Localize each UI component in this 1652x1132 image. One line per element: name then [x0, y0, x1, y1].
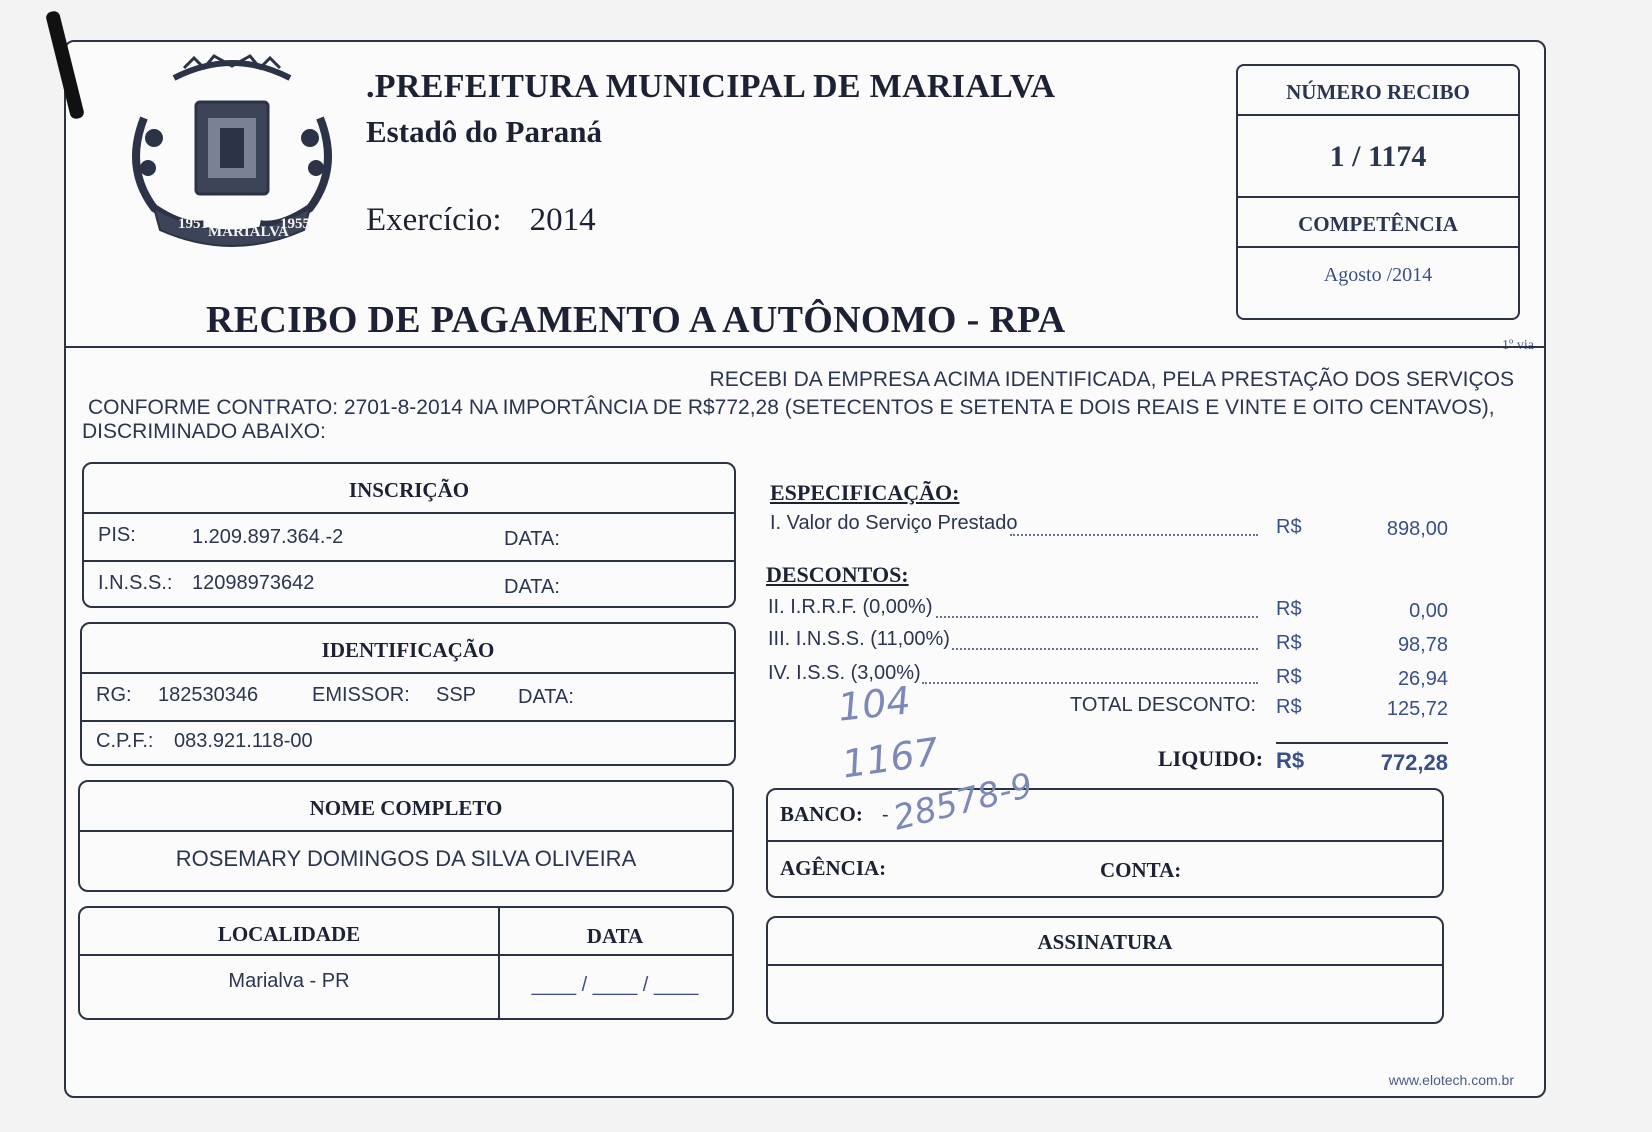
statement-line-3: DISCRIMINADO ABAIXO: — [82, 420, 326, 443]
assinatura-title: ASSINATURA — [1037, 930, 1173, 954]
servico-label: I. Valor do Serviço Prestado — [770, 512, 1018, 534]
irrf-value: 0,00 — [1409, 600, 1448, 622]
inss-date-label: DATA: — [504, 576, 560, 598]
inss-desc-label: III. I.N.S.S. (11,00%) — [768, 628, 950, 650]
emissor-label: EMISSOR: — [312, 684, 410, 706]
iss-value: 26,94 — [1397, 668, 1448, 690]
identificacao-box — [80, 622, 736, 766]
exercicio-line — [366, 202, 596, 239]
total-desconto-currency: R$ — [1276, 696, 1302, 718]
total-desconto-value: 125,72 — [1386, 698, 1448, 720]
iss-label: IV. I.S.S. (3,00%) — [768, 662, 921, 684]
seal-name: MARIALVA — [208, 224, 289, 240]
seal-year-right: 1955 — [280, 216, 310, 232]
especificacao-title: ESPECIFICAÇÃO: — [770, 480, 960, 505]
competencia-value: Agosto /2014 — [1323, 264, 1433, 286]
inss-value: 12098973642 — [192, 572, 315, 594]
document-title: RECIBO DE PAGAMENTO A AUTÔNOMO - RPA — [206, 299, 1066, 341]
inss-desc-currency: R$ — [1276, 632, 1302, 654]
receipt-number-value: 1 / 1174 — [1329, 140, 1427, 173]
inss-label: I.N.S.S.: — [98, 572, 173, 594]
irrf-currency: R$ — [1276, 598, 1302, 620]
pis-value: 1.209.897.364.-2 — [192, 526, 344, 548]
banco-value: - — [882, 804, 889, 826]
rg-value: 182530346 — [158, 684, 259, 706]
localidade-value: Marialva - PR — [228, 970, 350, 992]
liquido-label: LIQUIDO: — [1158, 746, 1264, 771]
rg-label: RG: — [96, 684, 132, 706]
localidade-box — [78, 906, 734, 1020]
handwritten-note-3: 28578-9 — [889, 765, 1037, 839]
liquido-currency: R$ — [1276, 748, 1305, 773]
inscricao-title: INSCRIÇÃO — [348, 478, 470, 502]
handwritten-note-2: 1167 — [839, 729, 942, 787]
receipt-number-box — [1236, 64, 1520, 320]
receipt-sheet — [64, 40, 1546, 1098]
localidade-title: LOCALIDADE — [217, 922, 361, 946]
data-title: DATA — [586, 924, 644, 948]
inss-desc-value: 98,78 — [1397, 634, 1448, 656]
pis-date-label: DATA: — [504, 528, 560, 550]
state-subtitle: Estadô do Paraná — [366, 114, 602, 149]
identificacao-title: IDENTIFICAÇÃO — [321, 638, 495, 662]
nome-completo-title: NOME COMPLETO — [309, 796, 503, 820]
inscricao-box — [82, 462, 736, 608]
liquido-value: 772,28 — [1380, 750, 1448, 775]
coat-of-arms-seal — [114, 48, 350, 258]
nome-completo-value: ROSEMARY DOMINGOS DA SILVA OLIVEIRA — [175, 846, 637, 871]
statement-line-1: RECEBI DA EMPRESA ACIMA IDENTIFICADA, PELA PRESTAÇÃO DOS SERVIÇOS — [709, 368, 1514, 391]
iss-currency: R$ — [1276, 666, 1302, 688]
cpf-value: 083.921.118-00 — [174, 730, 313, 752]
assinatura-box — [766, 916, 1444, 1024]
municipality-title: .PREFEITURA MUNICIPAL DE MARIALVA — [366, 68, 1056, 105]
seal-year-left: 1951 — [178, 216, 208, 232]
cpf-label: C.P.F.: — [96, 730, 154, 752]
identificacao-date-label: DATA: — [518, 686, 574, 708]
agencia-label: AGÊNCIA: — [780, 856, 887, 880]
servico-value: 898,00 — [1386, 518, 1448, 540]
servico-currency: R$ — [1276, 516, 1302, 538]
total-desconto-label: TOTAL DESCONTO: — [1070, 694, 1256, 716]
conta-label: CONTA: — [1100, 858, 1182, 882]
descontos-title: DESCONTOS: — [766, 562, 909, 587]
banco-box — [766, 788, 1444, 898]
handwritten-note-1: 104 — [835, 678, 913, 730]
exercicio-label: Exercício: — [366, 202, 502, 238]
nome-completo-box — [78, 780, 734, 892]
via-label: 1º via — [1502, 338, 1534, 353]
pis-label: PIS: — [98, 524, 136, 546]
footer-website: www.elotech.com.br — [1388, 1072, 1514, 1088]
data-blank-value: ____ / ____ / ____ — [531, 974, 699, 996]
competencia-label: COMPETÊNCIA — [1298, 212, 1458, 236]
emissor-value: SSP — [436, 684, 477, 706]
exercicio-value: 2014 — [529, 202, 596, 238]
receipt-number-label: NÚMERO RECIBO — [1286, 80, 1470, 104]
banco-label: BANCO: — [780, 802, 863, 826]
irrf-label: II. I.R.R.F. (0,00%) — [768, 596, 933, 618]
statement-line-2: CONFORME CONTRATO: 2701-8-2014 NA IMPORTÂNCIA DE R$772,28 (SETECENTOS E SETENTA E DOIS REAIS E VINTE E OITO CENTAVOS), — [88, 396, 1495, 419]
